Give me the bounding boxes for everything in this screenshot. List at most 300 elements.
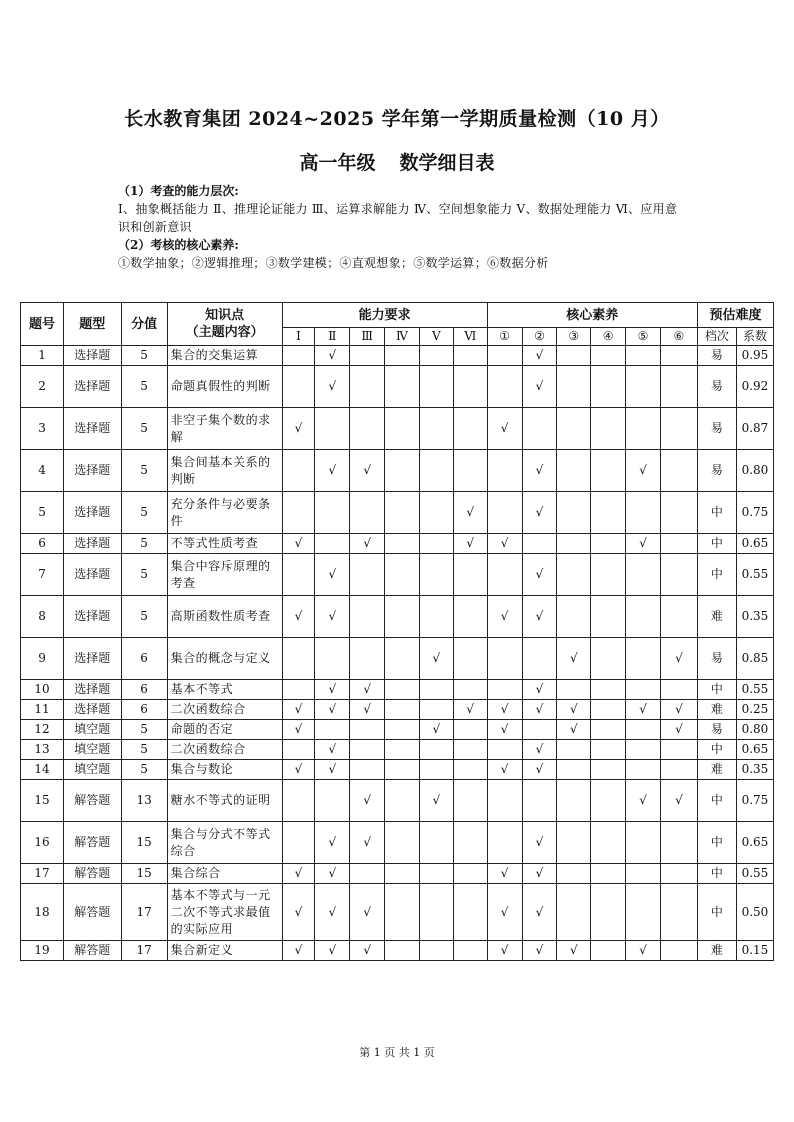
table-row [21, 408, 774, 450]
cell-ability-check [350, 346, 385, 366]
cell-score: 6 [121, 700, 167, 720]
table-row [21, 554, 774, 596]
cell-literacy-check [591, 534, 626, 554]
cell-literacy-check: √ [487, 760, 522, 780]
cell-literacy-check [557, 884, 591, 941]
table-row [21, 492, 774, 534]
cell-topic: 集合间基本关系的判断 [167, 450, 282, 492]
cell-topic: 集合与分式不等式综合 [167, 822, 282, 864]
cell-topic: 充分条件与必要条件 [167, 492, 282, 534]
cell-ability-check: √ [282, 700, 315, 720]
cell-level: 中 [697, 534, 736, 554]
cell-literacy-check [660, 492, 697, 534]
cell-literacy-check: √ [660, 700, 697, 720]
cell-literacy-check: √ [626, 700, 661, 720]
cell-level: 易 [697, 408, 736, 450]
table-body [21, 346, 774, 961]
cell-coef: 0.92 [736, 366, 773, 408]
cell-coef: 0.55 [736, 554, 773, 596]
specification-table [20, 302, 774, 961]
table-row [21, 864, 774, 884]
cell-type: 选择题 [64, 638, 121, 680]
document-title: 长水教育集团 2024~2025 学年第一学期质量检测（10 月） [124, 108, 670, 130]
cell-literacy-check [487, 554, 522, 596]
cell-literacy-check: √ [522, 740, 557, 760]
cell-literacy-check: √ [660, 780, 697, 822]
cell-type: 选择题 [64, 680, 121, 700]
cell-ability-check [315, 534, 350, 554]
cell-literacy-check [660, 554, 697, 596]
cell-ability-check [315, 408, 350, 450]
cell-topic: 基本不等式与一元二次不等式求最值的实际应用 [167, 884, 282, 941]
cell-ability-check [282, 780, 315, 822]
cell-ability-check [315, 720, 350, 740]
cell-coef: 0.75 [736, 780, 773, 822]
cell-type: 选择题 [64, 408, 121, 450]
cell-literacy-check: √ [626, 534, 661, 554]
cell-ability-check: √ [350, 780, 385, 822]
cell-ability-check [282, 492, 315, 534]
cell-ability-check: √ [282, 864, 315, 884]
cell-topic: 集合综合 [167, 864, 282, 884]
cell-ability-check: √ [419, 638, 453, 680]
cell-ability-check [385, 864, 420, 884]
header-difficulty: 预估难度 [697, 303, 773, 328]
cell-topic: 糖水不等式的证明 [167, 780, 282, 822]
cell-literacy-check: √ [487, 534, 522, 554]
cell-level: 易 [697, 638, 736, 680]
cell-type: 解答题 [64, 822, 121, 864]
cell-literacy-check [591, 680, 626, 700]
cell-literacy-check: √ [522, 680, 557, 700]
cell-ability-check [385, 492, 420, 534]
cell-num: 1 [21, 346, 64, 366]
cell-level: 中 [697, 680, 736, 700]
table-row [21, 740, 774, 760]
cell-ability-check [350, 366, 385, 408]
cell-ability-check: √ [453, 534, 487, 554]
cell-ability-check: √ [315, 450, 350, 492]
cell-ability-check [453, 740, 487, 760]
cell-literacy-check [591, 941, 626, 961]
cell-ability-check [385, 760, 420, 780]
cell-ability-check [453, 864, 487, 884]
cell-topic: 基本不等式 [167, 680, 282, 700]
cell-topic: 非空子集个数的求解 [167, 408, 282, 450]
cell-literacy-check: √ [557, 638, 591, 680]
cell-score: 5 [121, 740, 167, 760]
cell-num: 9 [21, 638, 64, 680]
cell-score: 15 [121, 822, 167, 864]
cell-ability-check [453, 554, 487, 596]
cell-literacy-check [626, 740, 661, 760]
table-row [21, 366, 774, 408]
cell-ability-check: √ [282, 596, 315, 638]
cell-type: 解答题 [64, 780, 121, 822]
cell-ability-check [385, 680, 420, 700]
cell-ability-check [419, 554, 453, 596]
ability-heading: （1）考查的能力层次: [118, 184, 239, 198]
cell-num: 19 [21, 941, 64, 961]
cell-topic: 集合中容斥原理的考查 [167, 554, 282, 596]
cell-literacy-check [626, 680, 661, 700]
header-type: 题型 [64, 303, 121, 346]
cell-type: 填空题 [64, 720, 121, 740]
table-row [21, 760, 774, 780]
cell-literacy-check [626, 346, 661, 366]
table-row [21, 822, 774, 864]
cell-literacy-check [522, 720, 557, 740]
cell-coef: 0.55 [736, 864, 773, 884]
cell-num: 3 [21, 408, 64, 450]
cell-coef: 0.65 [736, 534, 773, 554]
cell-literacy-check [591, 822, 626, 864]
cell-literacy-check [626, 864, 661, 884]
header-literacy-col: ⑤ [626, 328, 661, 346]
cell-score: 17 [121, 941, 167, 961]
cell-score: 5 [121, 720, 167, 740]
cell-literacy-check [487, 780, 522, 822]
cell-coef: 0.85 [736, 638, 773, 680]
cell-ability-check: √ [350, 822, 385, 864]
cell-ability-check [282, 822, 315, 864]
cell-literacy-check [591, 760, 626, 780]
cell-literacy-check: √ [522, 366, 557, 408]
cell-level: 难 [697, 700, 736, 720]
cell-literacy-check: √ [557, 720, 591, 740]
cell-num: 6 [21, 534, 64, 554]
cell-level: 难 [697, 760, 736, 780]
header-ability-col: Ⅳ [385, 328, 420, 346]
cell-literacy-check [557, 492, 591, 534]
cell-literacy-check: √ [626, 941, 661, 961]
header-level: 档次 [697, 328, 736, 346]
cell-literacy-check: √ [487, 596, 522, 638]
cell-literacy-check [557, 680, 591, 700]
cell-ability-check [453, 822, 487, 864]
literacy-heading: （2）考核的核心素养: [118, 238, 239, 252]
cell-level: 难 [697, 596, 736, 638]
cell-literacy-check [660, 366, 697, 408]
cell-literacy-check: √ [522, 822, 557, 864]
cell-literacy-check [591, 720, 626, 740]
cell-ability-check [315, 638, 350, 680]
cell-literacy-check [660, 864, 697, 884]
cell-ability-check [385, 554, 420, 596]
cell-ability-check [350, 760, 385, 780]
cell-ability-check [350, 492, 385, 534]
cell-topic: 集合的交集运算 [167, 346, 282, 366]
cell-literacy-check [626, 492, 661, 534]
cell-topic: 二次函数综合 [167, 740, 282, 760]
cell-coef: 0.87 [736, 408, 773, 450]
cell-type: 选择题 [64, 534, 121, 554]
cell-literacy-check: √ [487, 941, 522, 961]
cell-literacy-check [591, 780, 626, 822]
cell-ability-check: √ [350, 941, 385, 961]
cell-ability-check [453, 884, 487, 941]
cell-ability-check: √ [453, 700, 487, 720]
header-topic [167, 303, 282, 346]
cell-score: 17 [121, 884, 167, 941]
cell-ability-check [419, 884, 453, 941]
cell-literacy-check [557, 408, 591, 450]
cell-coef: 0.80 [736, 720, 773, 740]
cell-literacy-check: √ [487, 408, 522, 450]
cell-literacy-check [557, 596, 591, 638]
cell-ability-check [350, 720, 385, 740]
notes-section [118, 182, 688, 272]
cell-literacy-check [487, 450, 522, 492]
ability-text: Ⅰ、抽象概括能力 Ⅱ、推理论证能力 Ⅲ、运算求解能力 Ⅳ、空间想象能力 Ⅴ、数据处理能力 Ⅵ、应用意识和创新意识 [118, 202, 678, 234]
header-literacy-col: ③ [557, 328, 591, 346]
cell-literacy-check: √ [522, 941, 557, 961]
cell-literacy-check: √ [522, 346, 557, 366]
cell-literacy-check [591, 864, 626, 884]
cell-topic: 命题的否定 [167, 720, 282, 740]
cell-level: 中 [697, 884, 736, 941]
cell-type: 解答题 [64, 884, 121, 941]
cell-ability-check: √ [315, 554, 350, 596]
cell-num: 4 [21, 450, 64, 492]
cell-num: 16 [21, 822, 64, 864]
cell-level: 难 [697, 941, 736, 961]
cell-ability-check: √ [315, 596, 350, 638]
cell-ability-check [282, 450, 315, 492]
cell-literacy-check [660, 596, 697, 638]
cell-ability-check [453, 760, 487, 780]
cell-ability-check [419, 596, 453, 638]
header-literacy-col: ② [522, 328, 557, 346]
cell-literacy-check [557, 864, 591, 884]
cell-topic: 集合新定义 [167, 941, 282, 961]
cell-literacy-check [591, 554, 626, 596]
table-row [21, 700, 774, 720]
table-row [21, 346, 774, 366]
cell-topic: 二次函数综合 [167, 700, 282, 720]
cell-literacy-check [522, 534, 557, 554]
cell-num: 2 [21, 366, 64, 408]
header-literacy-col: ⑥ [660, 328, 697, 346]
cell-literacy-check [557, 346, 591, 366]
cell-coef: 0.25 [736, 700, 773, 720]
cell-literacy-check: √ [626, 780, 661, 822]
cell-ability-check [419, 941, 453, 961]
cell-ability-check [385, 720, 420, 740]
cell-num: 13 [21, 740, 64, 760]
cell-ability-check: √ [315, 346, 350, 366]
cell-type: 填空题 [64, 760, 121, 780]
table-row [21, 450, 774, 492]
cell-literacy-check [660, 680, 697, 700]
cell-literacy-check: √ [522, 700, 557, 720]
cell-literacy-check [557, 366, 591, 408]
cell-type: 解答题 [64, 941, 121, 961]
cell-ability-check [350, 554, 385, 596]
cell-literacy-check: √ [522, 884, 557, 941]
cell-ability-check [385, 534, 420, 554]
cell-literacy-check: √ [487, 884, 522, 941]
cell-literacy-check [591, 740, 626, 760]
cell-score: 15 [121, 864, 167, 884]
cell-ability-check [419, 740, 453, 760]
cell-literacy-check [522, 780, 557, 822]
cell-type: 填空题 [64, 740, 121, 760]
cell-coef: 0.35 [736, 760, 773, 780]
cell-ability-check [350, 740, 385, 760]
cell-score: 5 [121, 492, 167, 534]
cell-literacy-check: √ [522, 554, 557, 596]
cell-ability-check [385, 700, 420, 720]
cell-literacy-check [557, 554, 591, 596]
cell-type: 选择题 [64, 346, 121, 366]
cell-level: 易 [697, 720, 736, 740]
header-ability-col: Ⅲ [350, 328, 385, 346]
cell-literacy-check [626, 408, 661, 450]
cell-level: 中 [697, 740, 736, 760]
cell-ability-check: √ [282, 760, 315, 780]
cell-ability-check [282, 680, 315, 700]
cell-literacy-check [660, 760, 697, 780]
cell-literacy-check [660, 740, 697, 760]
cell-type: 选择题 [64, 450, 121, 492]
cell-type: 选择题 [64, 596, 121, 638]
cell-literacy-check [626, 366, 661, 408]
cell-literacy-check [626, 760, 661, 780]
cell-ability-check [385, 596, 420, 638]
cell-score: 5 [121, 450, 167, 492]
cell-ability-check: √ [350, 534, 385, 554]
cell-topic: 集合与数论 [167, 760, 282, 780]
cell-ability-check [385, 740, 420, 760]
cell-ability-check: √ [419, 780, 453, 822]
header-num: 题号 [21, 303, 64, 346]
cell-coef: 0.80 [736, 450, 773, 492]
cell-literacy-check [626, 822, 661, 864]
cell-score: 5 [121, 596, 167, 638]
cell-literacy-check: √ [522, 450, 557, 492]
cell-level: 易 [697, 450, 736, 492]
cell-ability-check: √ [282, 534, 315, 554]
cell-score: 5 [121, 534, 167, 554]
cell-literacy-check: √ [522, 596, 557, 638]
cell-ability-check [385, 450, 420, 492]
cell-coef: 0.65 [736, 740, 773, 760]
cell-ability-check [282, 740, 315, 760]
cell-literacy-check [487, 740, 522, 760]
cell-ability-check [419, 450, 453, 492]
cell-ability-check: √ [350, 680, 385, 700]
cell-literacy-check [660, 346, 697, 366]
cell-level: 中 [697, 554, 736, 596]
cell-level: 中 [697, 864, 736, 884]
header-topic-line2: （主题内容） [185, 325, 264, 340]
table-row [21, 534, 774, 554]
cell-ability-check [350, 596, 385, 638]
cell-ability-check: √ [350, 884, 385, 941]
header-ability-col: Ⅱ [315, 328, 350, 346]
table-row [21, 596, 774, 638]
cell-ability-check: √ [315, 760, 350, 780]
cell-num: 5 [21, 492, 64, 534]
cell-type: 选择题 [64, 554, 121, 596]
cell-literacy-check [522, 638, 557, 680]
cell-level: 中 [697, 492, 736, 534]
cell-ability-check: √ [315, 366, 350, 408]
cell-ability-check [385, 884, 420, 941]
header-ability: 能力要求 [282, 303, 487, 328]
cell-type: 选择题 [64, 492, 121, 534]
cell-literacy-check [557, 760, 591, 780]
cell-type: 选择题 [64, 700, 121, 720]
cell-literacy-check [557, 780, 591, 822]
cell-ability-check [315, 492, 350, 534]
cell-ability-check [282, 366, 315, 408]
cell-level: 易 [697, 366, 736, 408]
table-row [21, 680, 774, 700]
cell-ability-check [385, 638, 420, 680]
cell-coef: 0.15 [736, 941, 773, 961]
cell-ability-check [419, 346, 453, 366]
cell-type: 选择题 [64, 366, 121, 408]
table-row [21, 941, 774, 961]
subtitle-grade: 高一年级 [299, 152, 376, 174]
cell-ability-check [453, 941, 487, 961]
header-ability-col: Ⅴ [419, 328, 453, 346]
cell-num: 7 [21, 554, 64, 596]
table-row [21, 720, 774, 740]
cell-ability-check [453, 408, 487, 450]
cell-ability-check: √ [282, 408, 315, 450]
cell-literacy-check [557, 534, 591, 554]
cell-literacy-check [591, 366, 626, 408]
cell-ability-check [419, 680, 453, 700]
cell-ability-check [453, 780, 487, 822]
cell-score: 5 [121, 554, 167, 596]
subtitle-subject: 数学细目表 [399, 152, 495, 174]
cell-literacy-check [487, 346, 522, 366]
cell-level: 易 [697, 346, 736, 366]
cell-literacy-check: √ [522, 864, 557, 884]
table-row [21, 884, 774, 941]
cell-literacy-check [660, 822, 697, 864]
cell-literacy-check [591, 638, 626, 680]
cell-ability-check: √ [282, 941, 315, 961]
cell-coef: 0.65 [736, 822, 773, 864]
cell-literacy-check [660, 534, 697, 554]
cell-ability-check [453, 450, 487, 492]
cell-literacy-check [591, 450, 626, 492]
cell-literacy-check: √ [660, 638, 697, 680]
cell-ability-check [453, 366, 487, 408]
cell-literacy-check [626, 554, 661, 596]
header-topic-line1: 知识点 [205, 308, 245, 323]
cell-num: 11 [21, 700, 64, 720]
cell-literacy-check [626, 720, 661, 740]
cell-ability-check [282, 554, 315, 596]
page-footer: 第 1 页 共 1 页 [359, 1046, 435, 1059]
cell-literacy-check [487, 680, 522, 700]
document-subtitle [0, 148, 794, 175]
cell-ability-check [419, 492, 453, 534]
cell-literacy-check [660, 941, 697, 961]
cell-ability-check [385, 366, 420, 408]
cell-ability-check: √ [315, 941, 350, 961]
cell-score: 5 [121, 408, 167, 450]
cell-ability-check: √ [315, 740, 350, 760]
header-literacy: 核心素养 [487, 303, 697, 328]
cell-literacy-check [557, 450, 591, 492]
